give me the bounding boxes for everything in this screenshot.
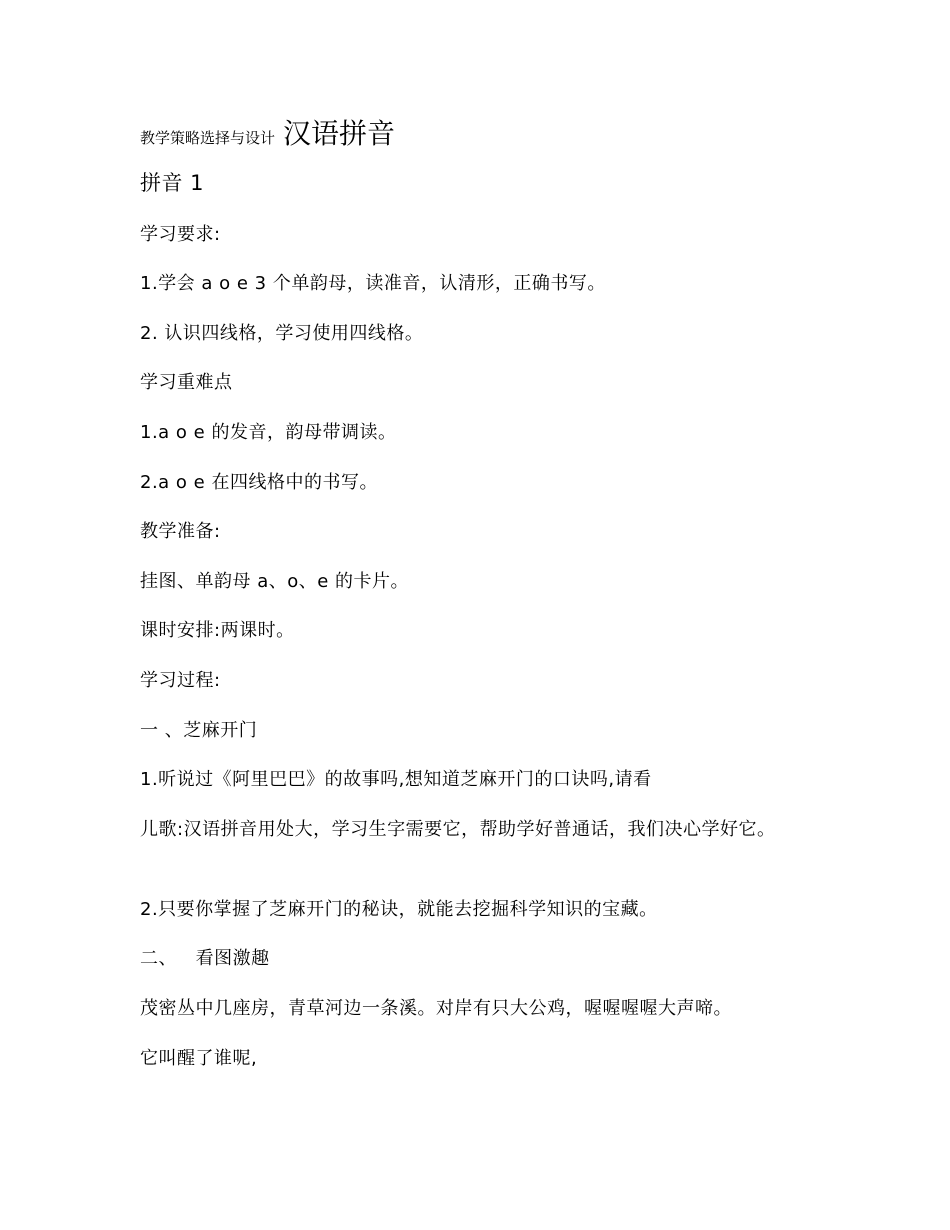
text-line: 教学准备:: [140, 521, 221, 542]
text-line: 1.a o e 的发音，韵母带调读。: [140, 422, 397, 443]
text-line: 它叫醒了谁呢,: [140, 1048, 258, 1069]
text-line: 学习重难点: [140, 372, 233, 393]
text-line: 学习过程:: [140, 670, 221, 691]
text-line: 1.听说过《阿里巴巴》的故事吗,想知道芝麻开门的口诀吗,请看: [140, 769, 652, 790]
document-title: [140, 112, 395, 152]
text-line: 学习要求:: [140, 224, 221, 245]
title-prefix: 教学策略选择与设计: [140, 129, 276, 147]
text-line: 二、 看图激趣: [140, 948, 270, 969]
text-line: 2. 认识四线格，学习使用四线格。: [140, 323, 424, 344]
text-line: 一 、芝麻开门: [140, 720, 258, 741]
text-line: 课时安排:两课时。: [140, 620, 295, 641]
text-line: 2.a o e 在四线格中的书写。: [140, 472, 378, 493]
title-main: 汉语拼音: [283, 117, 396, 150]
text-line: 挂图、单韵母 a、o、e 的卡片。: [140, 571, 410, 592]
text-line: 1.学会 a o e 3 个单韵母，读准音，认清形，正确书写。: [140, 273, 606, 294]
text-line: 茂密丛中几座房，青草河边一条溪。对岸有只大公鸡，喔喔喔喔大声啼。: [140, 998, 732, 1019]
text-paragraph: 儿歌:汉语拼音用处大，学习生字需要它，帮助学好普通话，我们决心学好它。: [140, 819, 776, 840]
lesson-heading: 拼音 1: [140, 171, 205, 195]
text-line: 2.只要你掌握了芝麻开门的秘诀，就能去挖掘科学知识的宝藏。: [140, 899, 658, 920]
